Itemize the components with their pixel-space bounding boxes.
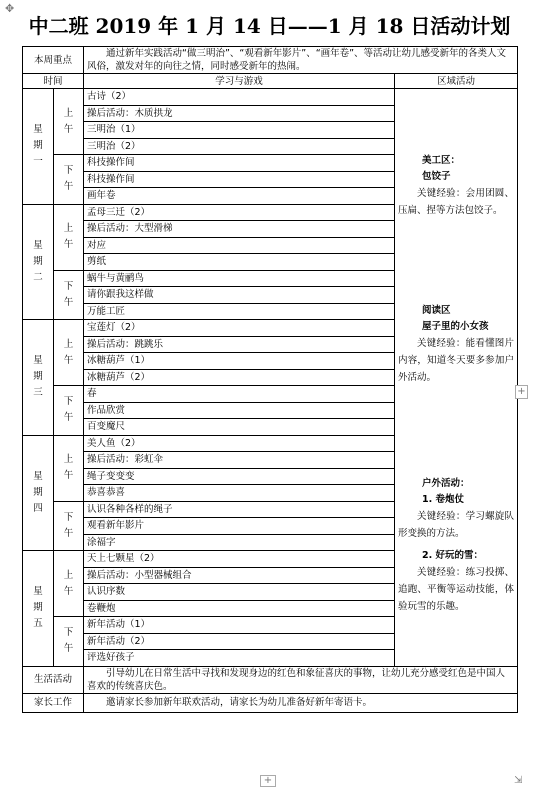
half-day-label bbox=[54, 386, 84, 436]
learn-header: 学习与游戏 bbox=[84, 74, 395, 89]
activity-cell: 天上七颗星（2） bbox=[84, 551, 395, 568]
half-day-label bbox=[54, 617, 84, 667]
activity-cell: 请你跟我这样做 bbox=[84, 287, 395, 304]
life-label: 生活活动 bbox=[23, 666, 84, 693]
activity-cell: 操后活动：小型器械组合 bbox=[84, 567, 395, 584]
activity-cell: 剪纸 bbox=[84, 254, 395, 271]
activity-cell: 美人鱼（2） bbox=[84, 435, 395, 452]
outdoor-area-title: 户外活动： bbox=[422, 478, 470, 490]
activity-cell: 古诗（2） bbox=[84, 89, 395, 106]
activity-cell: 蜗牛与黄鹂鸟 bbox=[84, 270, 395, 287]
add-row-icon[interactable]: + bbox=[260, 775, 276, 787]
half-day-label-text: 下午 bbox=[63, 280, 74, 308]
reading-area-item: 屋子里的小女孩 bbox=[422, 321, 489, 333]
focus-label: 本周重点 bbox=[23, 47, 84, 74]
day-label bbox=[23, 435, 54, 551]
half-day-label-text: 下午 bbox=[63, 396, 74, 424]
activity-cell: 操后活动：大型滑梯 bbox=[84, 221, 395, 238]
parent-text: 邀请家长参加新年联欢活动，请家长为幼儿准备好新年寄语卡。 bbox=[84, 693, 518, 712]
half-day-label-text: 下午 bbox=[63, 627, 74, 655]
reading-area bbox=[398, 303, 514, 386]
half-day-label bbox=[54, 204, 84, 270]
activity-row bbox=[23, 89, 518, 106]
activity-cell: 认识各种各样的绳子 bbox=[84, 501, 395, 518]
focus-text: 通过新年实践活动“做三明治”、“观看新年影片”、“画年卷”、等活动让幼儿感受新年的各类人文风俗，激发对年的向往之情，同时感受新年的热闹。 bbox=[84, 47, 518, 74]
day-label-text: 星期四 bbox=[33, 470, 43, 514]
add-column-icon[interactable]: + bbox=[515, 385, 528, 399]
activity-cell: 孟母三迁（2） bbox=[84, 204, 395, 221]
half-day-label-text: 上午 bbox=[63, 223, 74, 250]
art-area-body: 关键经验：会用团圆、压扁、捏等方法包饺子。 bbox=[398, 188, 515, 217]
page-title: 中二班 2019 年 1 月 14 日——1 月 18 日活动计划 bbox=[28, 14, 511, 38]
half-day-label-text: 上午 bbox=[63, 569, 74, 597]
reading-area-body: 关键经验：能看懂图片内容，知道冬天要多参加户外活动。 bbox=[398, 338, 515, 384]
half-day-label bbox=[54, 155, 84, 205]
reading-area-title: 阅读区 bbox=[422, 305, 451, 317]
activity-cell: 评选好孩子 bbox=[84, 650, 395, 667]
day-label bbox=[23, 320, 54, 436]
half-day-label bbox=[54, 501, 84, 551]
activity-cell: 冰糖葫芦（2） bbox=[84, 369, 395, 386]
outdoor-area bbox=[398, 476, 514, 615]
activity-cell: 卷鞭炮 bbox=[84, 600, 395, 617]
outdoor-item-2: 2. 好玩的雪： bbox=[422, 550, 484, 562]
activity-cell: 三明治（2） bbox=[84, 138, 395, 155]
activity-cell: 春 bbox=[84, 386, 395, 403]
move-handle-icon[interactable]: ✥ bbox=[5, 2, 15, 15]
activity-cell: 观看新年影片 bbox=[84, 518, 395, 535]
art-area bbox=[398, 153, 514, 219]
life-row bbox=[23, 666, 518, 693]
activity-cell: 作品欣赏 bbox=[84, 402, 395, 419]
half-day-label-text: 下午 bbox=[63, 511, 74, 539]
time-header: 时间 bbox=[23, 74, 84, 89]
activity-cell: 三明治（1） bbox=[84, 122, 395, 139]
life-text: 引导幼儿在日常生活中寻找和发现身边的红色和象征喜庆的事物，让幼儿充分感受红色是中国人喜欢的传统喜庆色。 bbox=[84, 666, 518, 693]
outdoor-item-1: 1. 卷炮仗 bbox=[422, 494, 465, 506]
day-label bbox=[23, 204, 54, 320]
parent-row bbox=[23, 693, 518, 712]
art-area-item: 包饺子 bbox=[422, 171, 451, 183]
activity-cell: 操后活动：木质拱龙 bbox=[84, 105, 395, 122]
header-row bbox=[23, 74, 518, 89]
activity-cell: 新年活动（1） bbox=[84, 617, 395, 634]
activity-cell: 认识序数 bbox=[84, 584, 395, 601]
half-day-label-text: 下午 bbox=[63, 165, 74, 193]
day-label-text: 星期三 bbox=[33, 355, 43, 399]
half-day-label bbox=[54, 89, 84, 155]
focus-row bbox=[23, 47, 518, 74]
outdoor-body-1: 关键经验：学习螺旋队形变换的方法。 bbox=[398, 511, 515, 540]
activity-cell: 冰糖葫芦（1） bbox=[84, 353, 395, 370]
art-area-title: 美工区： bbox=[422, 155, 461, 167]
outdoor-body-2: 关键经验：练习投掷、追跑、平衡等运动技能，体验玩雪的乐趣。 bbox=[398, 567, 515, 613]
activity-cell: 操后活动：跳跳乐 bbox=[84, 336, 395, 353]
activity-cell: 科技操作间 bbox=[84, 171, 395, 188]
half-day-label-text: 上午 bbox=[63, 454, 74, 481]
area-header: 区域活动 bbox=[395, 74, 518, 89]
activity-cell: 涂福字 bbox=[84, 534, 395, 551]
day-label-text: 星期一 bbox=[33, 124, 43, 168]
activity-cell: 画年卷 bbox=[84, 188, 395, 205]
activity-cell: 新年活动（2） bbox=[84, 633, 395, 650]
activity-plan-table bbox=[22, 46, 518, 713]
half-day-label bbox=[54, 320, 84, 386]
half-day-label bbox=[54, 270, 84, 320]
activity-cell: 宝莲灯（2） bbox=[84, 320, 395, 337]
area-activities-cell bbox=[395, 89, 518, 667]
half-day-label-text: 上午 bbox=[63, 107, 74, 135]
half-day-label bbox=[54, 435, 84, 501]
activity-cell: 科技操作间 bbox=[84, 155, 395, 172]
activity-cell: 恭喜恭喜 bbox=[84, 485, 395, 502]
half-day-label bbox=[54, 551, 84, 617]
half-day-label-text: 上午 bbox=[63, 338, 74, 366]
day-label-text: 星期五 bbox=[33, 586, 43, 630]
activity-cell: 绳子变变变 bbox=[84, 468, 395, 485]
activity-cell: 百变魔尺 bbox=[84, 419, 395, 436]
parent-label: 家长工作 bbox=[23, 693, 84, 712]
day-label-text: 星期二 bbox=[33, 239, 43, 283]
activity-cell: 操后活动：彩虹伞 bbox=[84, 452, 395, 469]
activity-cell: 万能工匠 bbox=[84, 303, 395, 320]
day-label bbox=[23, 89, 54, 205]
activity-cell: 对应 bbox=[84, 237, 395, 254]
resize-handle-icon[interactable]: ⇲ bbox=[514, 775, 523, 786]
day-label bbox=[23, 551, 54, 667]
